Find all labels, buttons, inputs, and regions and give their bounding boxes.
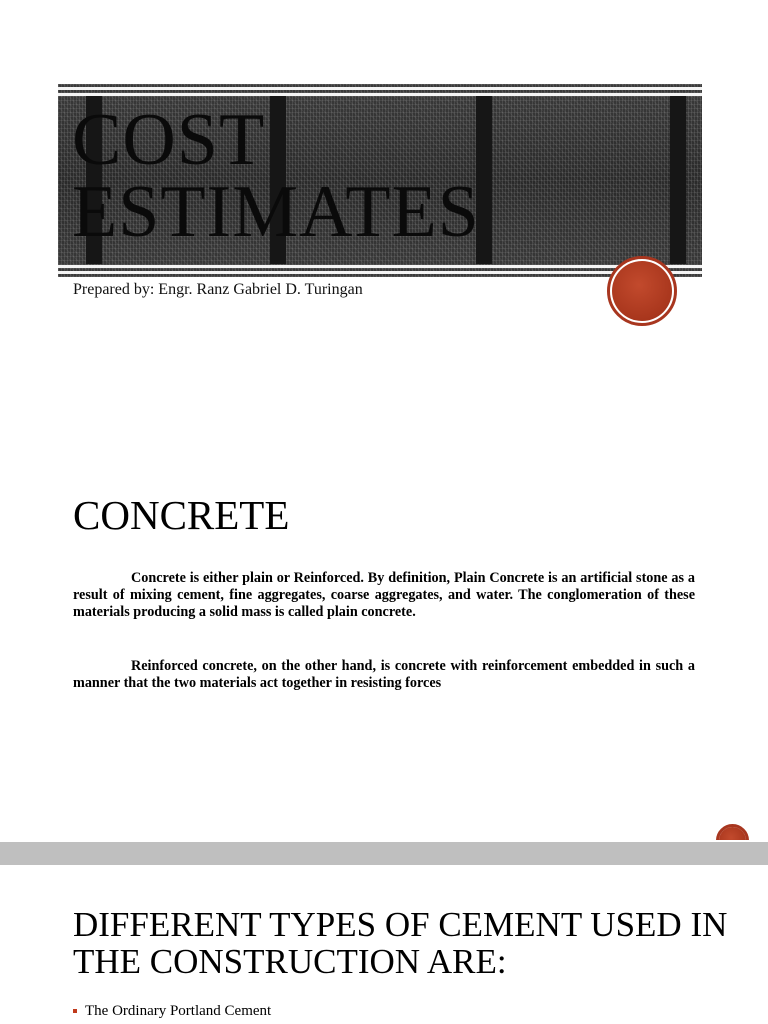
- banner-stripe: [58, 93, 702, 96]
- slide-separator: [0, 842, 768, 865]
- banner-stripe: [58, 87, 702, 90]
- bullet-list: [73, 1002, 271, 1020]
- slide-subtitle: Prepared by: Engr. Ranz Gabriel D. Turingan: [73, 281, 363, 298]
- banner-stripe: [58, 265, 702, 268]
- banner-post: [670, 96, 686, 264]
- paragraph-plain-concrete: Concrete is either plain or Reinforced. By definition, Plain Concrete is an artificial stone as a result of mixing cement, fine aggregates, coarse aggregates, and water. The conglomeration of these materials producing a solid mass is called plain concrete.: [73, 570, 695, 620]
- list-item-text: The Ordinary Portland Cement: [85, 1003, 272, 1019]
- slide-title: CONCRETE: [73, 492, 290, 538]
- banner-stripe: [58, 271, 702, 274]
- list-item: [73, 1002, 271, 1020]
- paragraph-reinforced-concrete: Reinforced concrete, on the other hand, is concrete with reinforcement embedded in such a manner that the two materials act together in resisting forces: [73, 658, 695, 691]
- slide-title: DIFFERENT TYPES OF CEMENT USED IN THE CONSTRUCTION ARE:: [73, 905, 728, 981]
- square-bullet-icon: [73, 1009, 77, 1013]
- slide-cement-types: [0, 865, 768, 1024]
- slide-cost-estimates: [0, 0, 768, 420]
- slide-concrete: [0, 420, 768, 840]
- red-circle-logo-core: [612, 261, 672, 321]
- slide-title: COST ESTIMATES: [72, 99, 480, 253]
